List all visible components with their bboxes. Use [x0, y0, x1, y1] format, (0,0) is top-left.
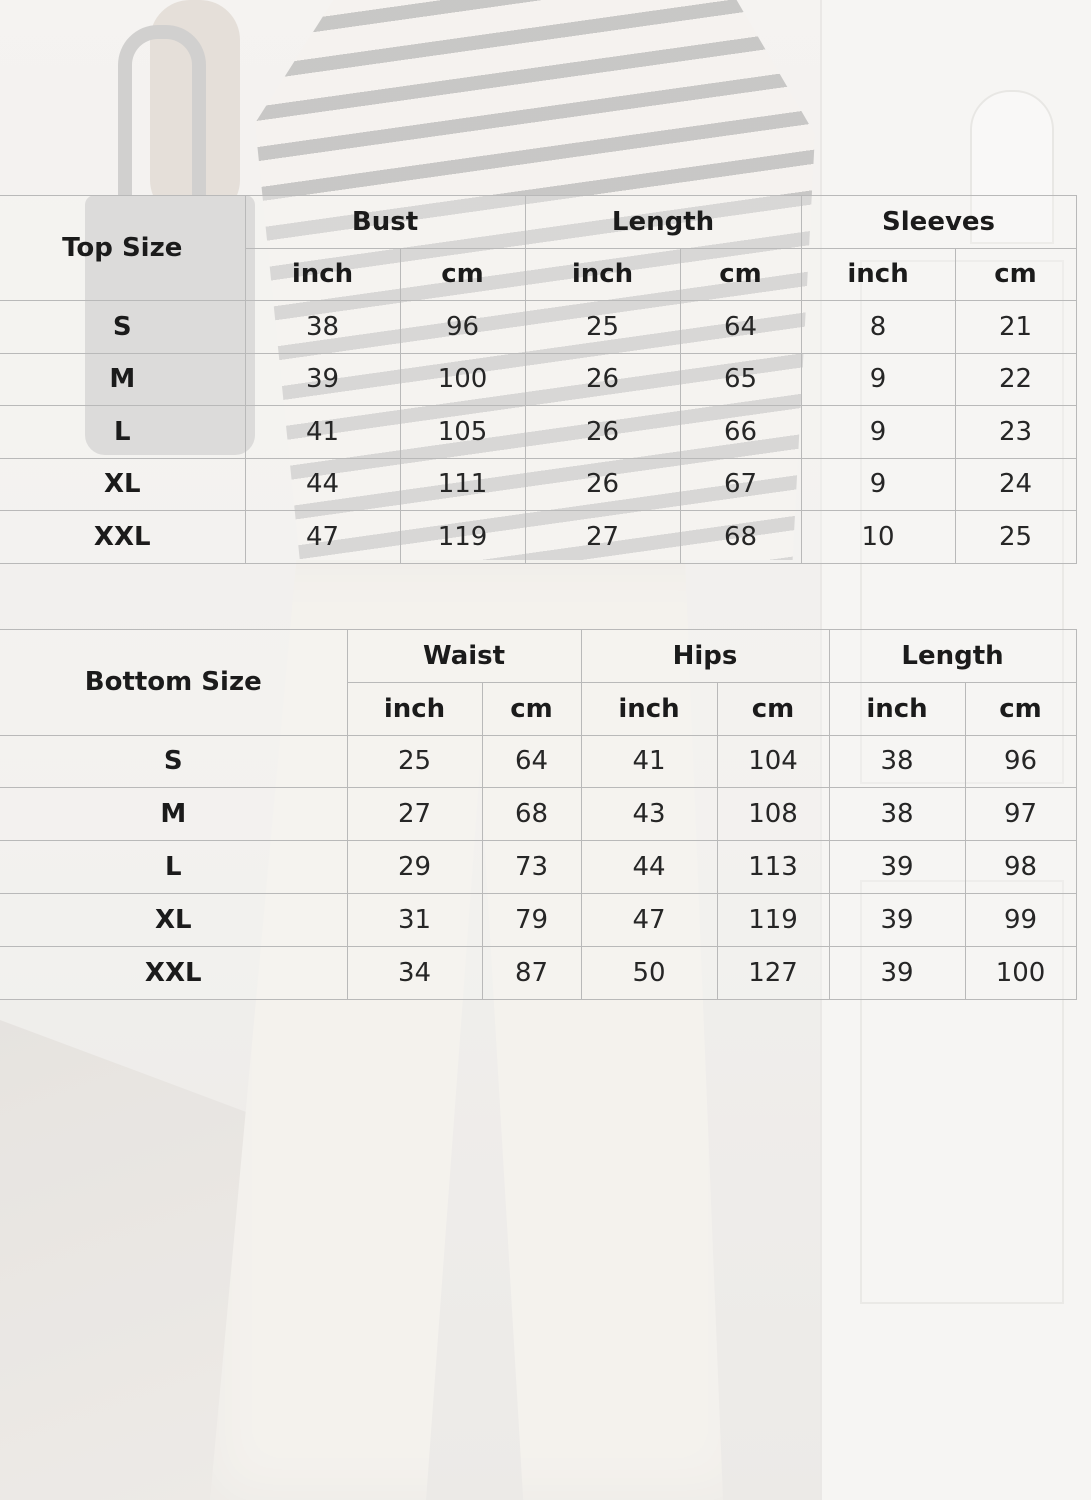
size-cell: L [0, 841, 347, 894]
value-cell: 119 [400, 511, 525, 564]
unit-header: cm [965, 682, 1076, 735]
unit-header: inch [829, 682, 965, 735]
value-cell: 22 [955, 353, 1076, 406]
unit-header: cm [400, 248, 525, 301]
unit-header: cm [680, 248, 801, 301]
unit-header: cm [955, 248, 1076, 301]
value-cell: 38 [829, 735, 965, 788]
unit-header: inch [347, 682, 482, 735]
value-cell: 44 [245, 458, 400, 511]
value-cell: 39 [829, 946, 965, 999]
size-cell: S [0, 301, 245, 354]
value-cell: 27 [525, 511, 680, 564]
size-cell: XL [0, 458, 245, 511]
value-cell: 39 [245, 353, 400, 406]
value-cell: 8 [801, 301, 955, 354]
table-row [0, 406, 1076, 459]
table-row [0, 353, 1076, 406]
table-row [0, 946, 1076, 999]
value-cell: 38 [245, 301, 400, 354]
column-group-length: Length [525, 196, 801, 249]
value-cell: 9 [801, 406, 955, 459]
unit-header: cm [482, 682, 581, 735]
top-size-table [0, 195, 1077, 564]
value-cell: 98 [965, 841, 1076, 894]
value-cell: 26 [525, 406, 680, 459]
value-cell: 111 [400, 458, 525, 511]
value-cell: 113 [717, 841, 829, 894]
value-cell: 100 [400, 353, 525, 406]
value-cell: 9 [801, 458, 955, 511]
column-group-waist: Waist [347, 630, 581, 683]
value-cell: 39 [829, 841, 965, 894]
value-cell: 108 [717, 788, 829, 841]
unit-header: inch [801, 248, 955, 301]
table-row [0, 511, 1076, 564]
value-cell: 21 [955, 301, 1076, 354]
value-cell: 47 [581, 893, 717, 946]
value-cell: 68 [482, 788, 581, 841]
size-cell: M [0, 788, 347, 841]
value-cell: 26 [525, 353, 680, 406]
unit-header: inch [245, 248, 400, 301]
value-cell: 25 [525, 301, 680, 354]
value-cell: 41 [581, 735, 717, 788]
value-cell: 39 [829, 893, 965, 946]
size-cell: XXL [0, 946, 347, 999]
value-cell: 27 [347, 788, 482, 841]
value-cell: 96 [965, 735, 1076, 788]
value-cell: 43 [581, 788, 717, 841]
value-cell: 10 [801, 511, 955, 564]
value-cell: 97 [965, 788, 1076, 841]
size-cell: S [0, 735, 347, 788]
size-cell: XL [0, 893, 347, 946]
top-size-label: Top Size [0, 196, 245, 301]
value-cell: 66 [680, 406, 801, 459]
bottom-size-table [0, 629, 1077, 1000]
table-header-row [0, 630, 1076, 683]
value-cell: 24 [955, 458, 1076, 511]
size-cell: M [0, 353, 245, 406]
bottom-size-label: Bottom Size [0, 630, 347, 736]
value-cell: 47 [245, 511, 400, 564]
table-row [0, 301, 1076, 354]
size-cell: XXL [0, 511, 245, 564]
table-row [0, 841, 1076, 894]
value-cell: 96 [400, 301, 525, 354]
value-cell: 9 [801, 353, 955, 406]
value-cell: 65 [680, 353, 801, 406]
value-cell: 104 [717, 735, 829, 788]
table-row [0, 893, 1076, 946]
value-cell: 99 [965, 893, 1076, 946]
table-row [0, 735, 1076, 788]
value-cell: 34 [347, 946, 482, 999]
value-cell: 64 [482, 735, 581, 788]
value-cell: 29 [347, 841, 482, 894]
table-row [0, 458, 1076, 511]
table-row [0, 788, 1076, 841]
size-cell: L [0, 406, 245, 459]
value-cell: 44 [581, 841, 717, 894]
column-group-hips: Hips [581, 630, 829, 683]
value-cell: 31 [347, 893, 482, 946]
column-group-length: Length [829, 630, 1076, 683]
value-cell: 127 [717, 946, 829, 999]
value-cell: 23 [955, 406, 1076, 459]
value-cell: 87 [482, 946, 581, 999]
value-cell: 25 [347, 735, 482, 788]
value-cell: 68 [680, 511, 801, 564]
value-cell: 119 [717, 893, 829, 946]
value-cell: 50 [581, 946, 717, 999]
value-cell: 79 [482, 893, 581, 946]
unit-header: cm [717, 682, 829, 735]
table-header-row [0, 196, 1076, 249]
unit-header: inch [525, 248, 680, 301]
value-cell: 64 [680, 301, 801, 354]
value-cell: 105 [400, 406, 525, 459]
column-group-sleeves: Sleeves [801, 196, 1076, 249]
unit-header: inch [581, 682, 717, 735]
value-cell: 73 [482, 841, 581, 894]
value-cell: 41 [245, 406, 400, 459]
value-cell: 25 [955, 511, 1076, 564]
value-cell: 26 [525, 458, 680, 511]
value-cell: 100 [965, 946, 1076, 999]
column-group-bust: Bust [245, 196, 525, 249]
value-cell: 38 [829, 788, 965, 841]
value-cell: 67 [680, 458, 801, 511]
